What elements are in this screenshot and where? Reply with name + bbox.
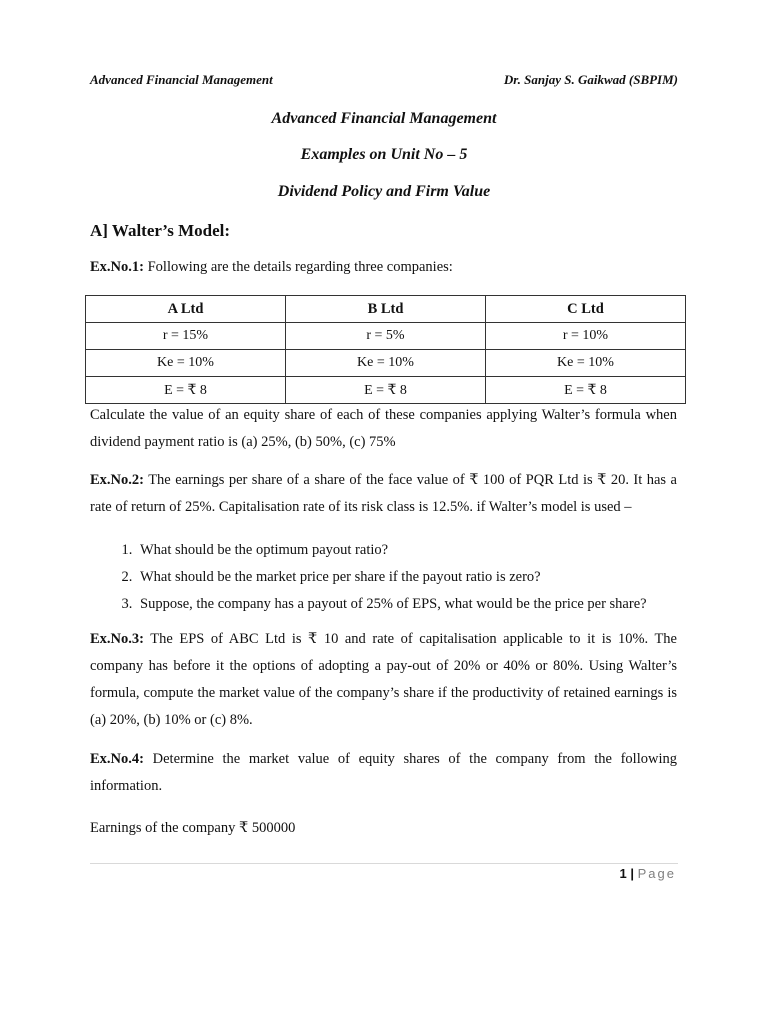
page-separator: | bbox=[626, 866, 638, 881]
header-left: Advanced Financial Management bbox=[90, 72, 273, 87]
table-row bbox=[86, 350, 686, 377]
doc-title: Advanced Financial Management bbox=[271, 110, 497, 127]
table-header-cell: C Ltd bbox=[486, 296, 686, 323]
footer-divider bbox=[90, 863, 678, 864]
table-cell: Ke = 10% bbox=[486, 350, 686, 377]
table-cell: E = ₹ 8 bbox=[286, 377, 486, 404]
doc-topic: Dividend Policy and Firm Value bbox=[277, 183, 491, 200]
page-number: 1 bbox=[619, 866, 627, 881]
ex1-question: Calculate the value of an equity share of each of these companies applying Walter’s formula when dividend payment ratio is (a) 25%, (b) 50%, (c) 75% bbox=[90, 407, 677, 450]
ex4-paragraph bbox=[90, 746, 677, 800]
table-row bbox=[86, 323, 686, 350]
ex2-text: The earnings per share of a share of the face value of ₹ 100 of PQR Ltd is ₹ 20. It has a rate of return of 25%. Capitalisation rate of its risk class is 12.5%. if Walter’s model is used – bbox=[90, 472, 677, 515]
page-label: Page bbox=[637, 866, 676, 881]
header-right: Dr. Sanjay S. Gaikwad (SBPIM) bbox=[503, 72, 678, 87]
ex4-earnings: Earnings of the company ₹ 500000 bbox=[90, 820, 296, 836]
list-item: 1. What should be the optimum payout ratio? bbox=[136, 537, 736, 564]
table-cell: Ke = 10% bbox=[286, 350, 486, 377]
ex3-paragraph bbox=[90, 626, 677, 734]
table-cell: E = ₹ 8 bbox=[486, 377, 686, 404]
ex4-label: Ex.No.4: bbox=[90, 751, 144, 767]
ex2-question-list bbox=[90, 537, 736, 618]
ex2-label: Ex.No.2: bbox=[90, 472, 144, 488]
running-header bbox=[90, 72, 678, 88]
page-footer bbox=[620, 866, 676, 881]
ex3-text: The EPS of ABC Ltd is ₹ 10 and rate of capitalisation applicable to it is 10%. The company has before it the options of adopting a pay-out of 20% or 40% or 80%. Using Walter’s formula, compute the market value of the company’s share if the productivity of retained earnings is (a) 20%, (b) 10% or (c) 8%. bbox=[90, 631, 677, 728]
ex1-text: Following are the details regarding three companies: bbox=[143, 259, 453, 275]
doc-subtitle: Examples on Unit No – 5 bbox=[300, 146, 468, 163]
table-header-cell: A Ltd bbox=[86, 296, 286, 323]
ex3-label: Ex.No.3: bbox=[90, 631, 144, 647]
list-item: 3. Suppose, the company has a payout of 25% of EPS, what would be the price per share? bbox=[136, 591, 736, 618]
table-cell: r = 5% bbox=[286, 323, 486, 350]
ex1-intro bbox=[90, 254, 677, 281]
ex4-text: Determine the market value of equity shares of the company from the following information. bbox=[90, 751, 677, 794]
companies-table bbox=[85, 295, 686, 404]
table-cell: r = 15% bbox=[86, 323, 286, 350]
table-cell: Ke = 10% bbox=[86, 350, 286, 377]
ex1-label: Ex.No.1: bbox=[90, 259, 144, 275]
table-header-row bbox=[86, 296, 686, 323]
table-cell: E = ₹ 8 bbox=[86, 377, 286, 404]
section-heading: A] Walter’s Model: bbox=[90, 221, 231, 240]
ex2-paragraph bbox=[90, 467, 677, 521]
table-row bbox=[86, 377, 686, 404]
table-header-cell: B Ltd bbox=[286, 296, 486, 323]
table-cell: r = 10% bbox=[486, 323, 686, 350]
list-item: 2. What should be the market price per share if the payout ratio is zero? bbox=[136, 564, 736, 591]
